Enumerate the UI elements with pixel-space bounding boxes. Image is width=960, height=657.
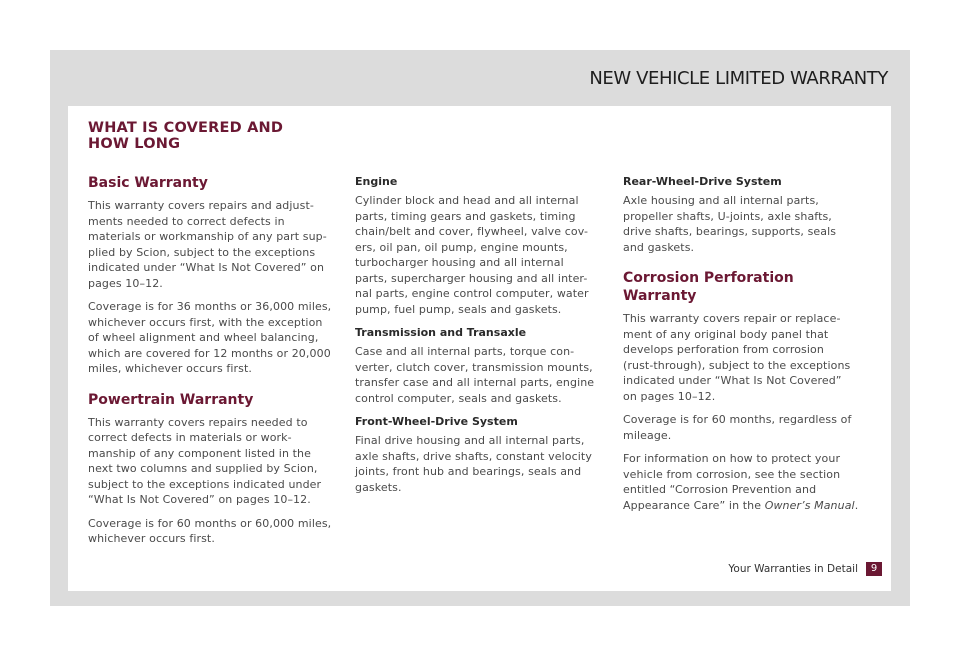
section-heading-line1: WHAT IS COVERED AND — [88, 120, 284, 136]
page-footer — [728, 562, 882, 576]
rear-wheel-drive-title: Rear-Wheel-Drive System — [623, 175, 782, 188]
basic-warranty-paragraph-2: Coverage is for 36 months or 36,000 miles, whichever occurs first, with the exception of wheel alignment and wheel balancing, which are covered for 12 months or 20,000 miles, whichever occurs first. — [88, 300, 332, 375]
transmission-title: Transmission and Transaxle — [355, 326, 527, 339]
corrosion-paragraph-3-end: . — [854, 498, 859, 512]
engine-paragraph: Cylinder block and head and all internal parts, timing gears and gaskets, timing chain/belt and cover, flywheel, valve cov- ers, oil pan, oil pump, engine mounts, turbocharger housing and all internal parts, supercharger housing and all inter- nal parts, engine control computer, water pump, fuel pump, seals and gaskets. — [355, 194, 589, 316]
corrosion-paragraph-3 — [623, 451, 868, 513]
powertrain-warranty-title: Powertrain Warranty — [88, 391, 254, 408]
header-title: NEW VEHICLE LIMITED WARRANTY — [589, 68, 888, 89]
powertrain-warranty-paragraph-1: This warranty covers repairs needed to correct defects in materials or work- manship of any component listed in the next two columns and supplied by Scion, subject to the exceptions indicated under “What Is Not Covered” on pages 10–12. — [88, 415, 322, 506]
corrosion-warranty-title: Corrosion Perforation Warranty — [623, 270, 794, 304]
engine-title: Engine — [355, 175, 398, 188]
corrosion-paragraph-3-text: For information on how to protect your vehicle from corrosion, see the section entitled “Corrosion Prevention and Appearance Care” in the — [623, 452, 841, 512]
basic-warranty-paragraph-1: This warranty covers repairs and adjust- ments needed to correct defects in materials or workmanship of any part sup- plied by Scion, subject to the exceptions indicated under “What Is Not Covered” on pages 10–12. — [88, 199, 327, 290]
column-middle — [355, 174, 600, 503]
corrosion-paragraph-1: This warranty covers repair or replace- ment of any original body panel that develops perforation from corrosion (rust-through), subject to the exceptions indicated under “What Is Not Covered” on pages 10–12. — [623, 312, 851, 403]
column-right — [623, 174, 868, 521]
owners-manual-reference: Owner’s Manual — [764, 498, 855, 512]
content-page — [68, 106, 891, 591]
footer-label: Your Warranties in Detail — [728, 563, 858, 575]
front-wheel-drive-title: Front-Wheel-Drive System — [355, 415, 518, 428]
powertrain-warranty-paragraph-2: Coverage is for 60 months or 60,000 miles, whichever occurs first. — [88, 516, 332, 545]
page-frame — [50, 50, 910, 606]
corrosion-paragraph-2: Coverage is for 60 months, regardless of mileage. — [623, 413, 852, 442]
transmission-paragraph: Case and all internal parts, torque con- verter, clutch cover, transmission mounts, transfer case and all internal parts, engine control computer, seals and gaskets. — [355, 345, 595, 405]
rear-wheel-drive-paragraph: Axle housing and all internal parts, propeller shafts, U-joints, axle shafts, drive shafts, bearings, supports, seals and gaskets. — [623, 194, 837, 254]
section-heading-line2: HOW LONG — [88, 136, 181, 152]
column-left — [88, 174, 333, 555]
basic-warranty-title: Basic Warranty — [88, 175, 208, 191]
page-number: 9 — [866, 562, 882, 576]
front-wheel-drive-paragraph: Final drive housing and all internal parts, axle shafts, drive shafts, constant velocity joints, front hub and bearings, seals and gaskets. — [355, 434, 592, 494]
section-heading — [88, 120, 283, 152]
